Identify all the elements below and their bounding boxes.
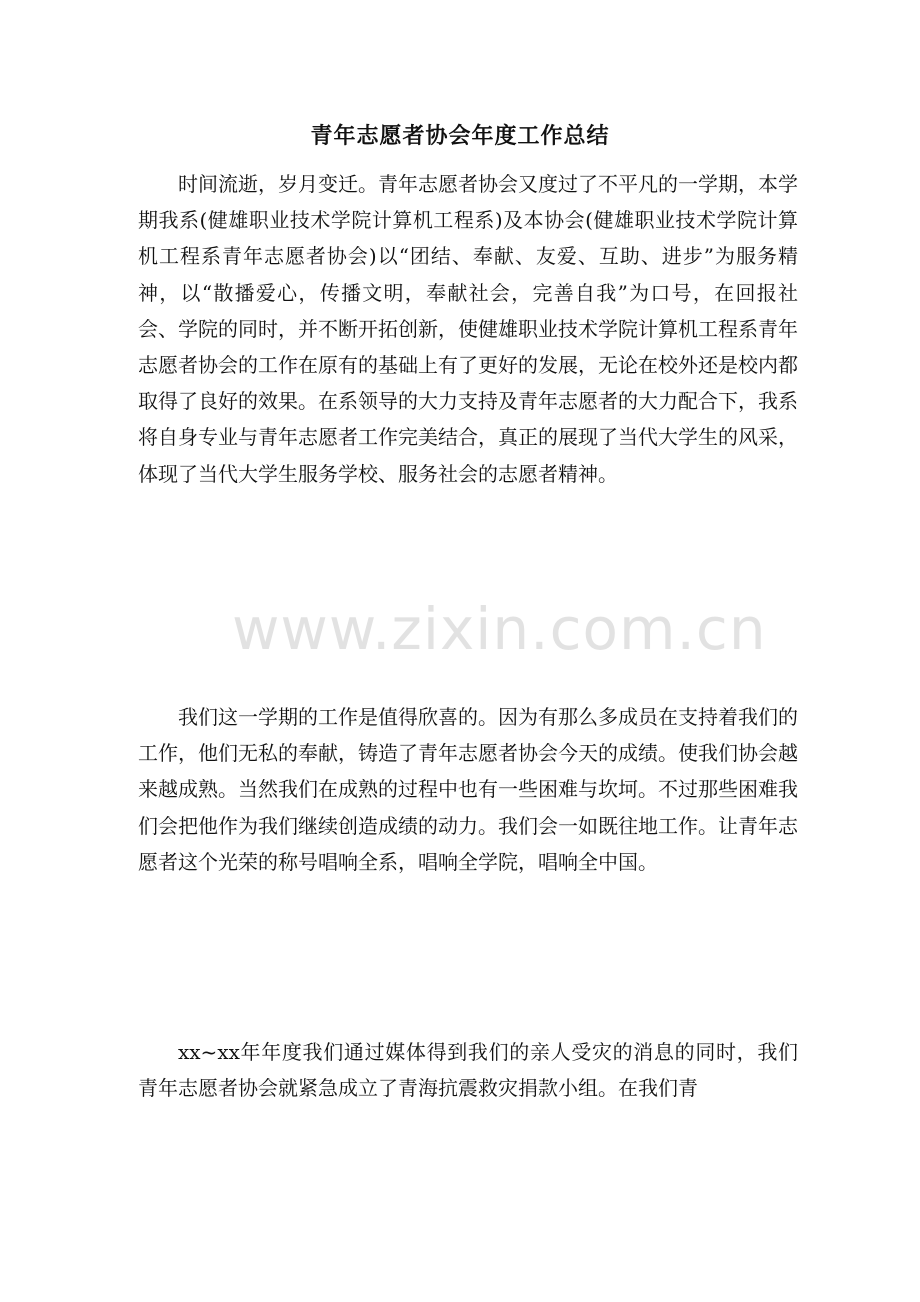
document-title: 青年志愿者协会年度工作总结 xyxy=(310,123,610,149)
watermark-text: www.zixin.com.cn xyxy=(232,595,767,663)
paragraph-earthquake-relief: xx~xx年年度我们通过媒体得到我们的亲人受灾的消息的同时，我们青年志愿者协会就紧急成立了青海抗震救灾捐款小组。在我们青 xyxy=(138,1040,798,1101)
paragraph-intro: 时间流逝，岁月变迁。青年志愿者协会又度过了不平凡的一学期，本学期我系(健雄职业技术学院计算机工程系)及本协会(健雄职业技术学院计算机工程系青年志愿者协会)以“团结、奉献、友爱、互助、进步”为服务精神，以“散播爱心，传播文明，奉献社会，完善自我”为口号，在回报社会、学院的同时，并不断开拓创新，使健雄职业技术学院计算机工程系青年志愿者协会的工作在原有的基础上有了更好的发展，无论在校外还是校内都取得了良好的效果。在系领导的大力支持及青年志愿者的大力配合下，我系将自身专业与青年志愿者工作完美结合，真正的展现了当代大学生的风采，体现了当代大学生服务学校、服务社会的志愿者精神。 xyxy=(138,172,798,486)
paragraph-semester-work: 我们这一学期的工作是值得欣喜的。因为有那么多成员在支持着我们的工作，他们无私的奉献，铸造了青年志愿者协会今天的成绩。使我们协会越来越成熟。当然我们在成熟的过程中也有一些困难与坎坷。不过那些困难我们会把他作为我们继续创造成绩的动力。我们会一如既往地工作。让青年志愿者这个光荣的称号唱响全系，唱响全学院，唱响全中国。 xyxy=(138,705,798,874)
